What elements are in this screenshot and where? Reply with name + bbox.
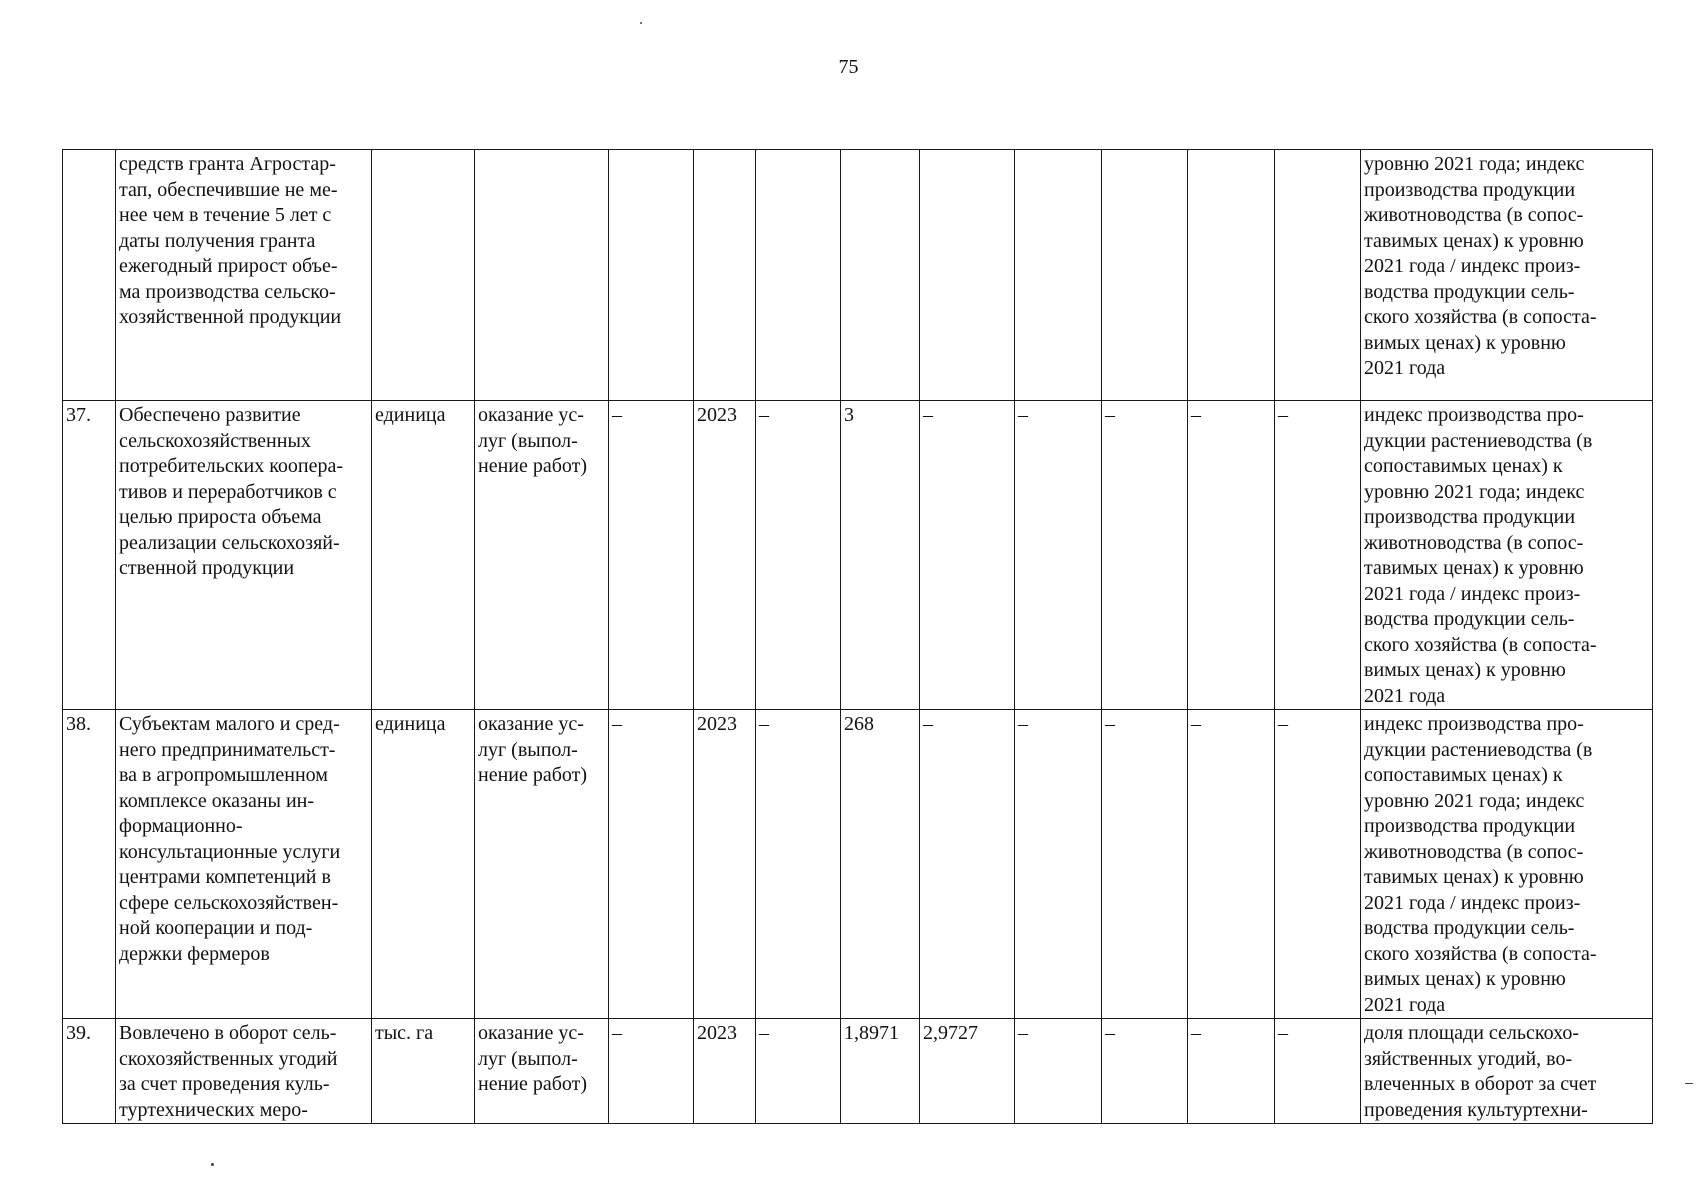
row-number-cell [63,150,116,401]
value-cell-12: – [1275,1019,1361,1124]
unit-cell: единица [372,710,475,1019]
indicator-cell [1361,150,1653,401]
value-cell-11: – [1188,401,1275,710]
indicator-cell [1361,1019,1653,1124]
result-name-text: Обеспечено развитие сельскохозяйственных потребительских коопера- тивов и переработчиков с целью прироста объема реализации сельскохозяй- ственной продукции [119,404,344,579]
value-cell-10: – [1102,401,1188,710]
value-cell-8: – [920,710,1015,1019]
value-cell-6: – [756,710,841,1019]
row-number-cell: 38. [63,710,116,1019]
year-cell: 2023 [694,401,756,710]
year-cell: 2023 [694,710,756,1019]
value-cell-12: – [1275,710,1361,1019]
table-row [63,710,1653,1019]
result-name-text: средств гранта Агростар- тап, обеспечившие не ме- нее чем в течение 5 лет с даты получения гранта ежегодный прирост объе- ма производства сельско- хозяйственной продукции [119,153,342,328]
year-cell [694,150,756,401]
result-type-text: оказание ус- луг (выпол- нение работ) [478,713,588,786]
result-name-cell [116,401,372,710]
result-type-cell [475,710,609,1019]
indicator-text: индекс производства про- дукции растениеводства (в сопоставимых ценах) к уровню 2021 года; индекс производства продукции животноводства (в сопос- тавимых ценах) к уровню 2021 года / индекс произ- водства продукции сель- ского хозяйства (в сопоста- вимых ценах) к уровню 2021 года [1364,404,1597,707]
result-name-text: Субъектам малого и сред- него предпринимательст- ва в агропромышленном комплексе оказаны ин- формационно- консультационные услуги центрами компетенций в сфере сельскохозяйствен- ной кооперации и под- держки фермеров [119,713,341,965]
value-cell-7: 268 [841,710,920,1019]
value-cell-12: – [1275,401,1361,710]
scan-speck [211,1163,214,1166]
value-cell-11: – [1188,1019,1275,1124]
result-name-text: Вовлечено в оборот сель- скохозяйственных угодий за счет проведения куль- туртехнических меро- [119,1022,338,1121]
indicator-text: индекс производства про- дукции растениеводства (в сопоставимых ценах) к уровню 2021 года; индекс производства продукции животноводства (в сопос- тавимых ценах) к уровню 2021 года / индекс произ- водства продукции сель- ского хозяйства (в сопоста- вимых ценах) к уровню 2021 года [1364,713,1597,1016]
table-row [63,150,1653,401]
scan-speck [1685,1083,1693,1084]
unit-cell: тыс. га [372,1019,475,1124]
value-cell-7 [841,150,920,401]
result-type-cell [475,401,609,710]
result-type-text: оказание ус- луг (выпол- нение работ) [478,1022,588,1095]
base-value-cell [609,150,694,401]
indicator-cell [1361,710,1653,1019]
value-cell-9: – [1015,710,1102,1019]
page-number: 75 [838,56,859,78]
results-table [62,149,1653,1124]
year-cell: 2023 [694,1019,756,1124]
result-name-cell [116,710,372,1019]
value-cell-12 [1275,150,1361,401]
unit-cell: единица [372,401,475,710]
value-cell-8 [920,150,1015,401]
value-cell-11: – [1188,710,1275,1019]
base-value-cell: – [609,1019,694,1124]
result-name-cell [116,150,372,401]
indicator-text: доля площади сельскохо- зяйственных угодий, во- влеченных в оборот за счет проведения культуртехни- [1364,1022,1597,1121]
result-name-cell [116,1019,372,1124]
value-cell-8: 2,9727 [920,1019,1015,1124]
unit-cell [372,150,475,401]
value-cell-7: 3 [841,401,920,710]
table-row [63,401,1653,710]
base-value-cell: – [609,401,694,710]
table-row [63,1019,1653,1124]
result-type-cell [475,150,609,401]
value-cell-10: – [1102,1019,1188,1124]
value-cell-7: 1,8971 [841,1019,920,1124]
value-cell-9: – [1015,1019,1102,1124]
value-cell-9: – [1015,401,1102,710]
value-cell-8: – [920,401,1015,710]
indicator-text: уровню 2021 года; индекс производства продукции животноводства (в сопос- тавимых ценах) к уровню 2021 года / индекс произ- водства продукции сель- ского хозяйства (в сопоста- вимых ценах) к уровню 2021 года [1364,153,1597,379]
indicator-cell [1361,401,1653,710]
value-cell-6: – [756,401,841,710]
value-cell-6 [756,150,841,401]
value-cell-11 [1188,150,1275,401]
row-number-cell: 39. [63,1019,116,1124]
result-type-text: оказание ус- луг (выпол- нение работ) [478,404,588,477]
value-cell-9 [1015,150,1102,401]
value-cell-6: – [756,1019,841,1124]
value-cell-10 [1102,150,1188,401]
base-value-cell: – [609,710,694,1019]
row-number-cell: 37. [63,401,116,710]
value-cell-10: – [1102,710,1188,1019]
result-type-cell [475,1019,609,1124]
scan-speck [640,22,642,24]
